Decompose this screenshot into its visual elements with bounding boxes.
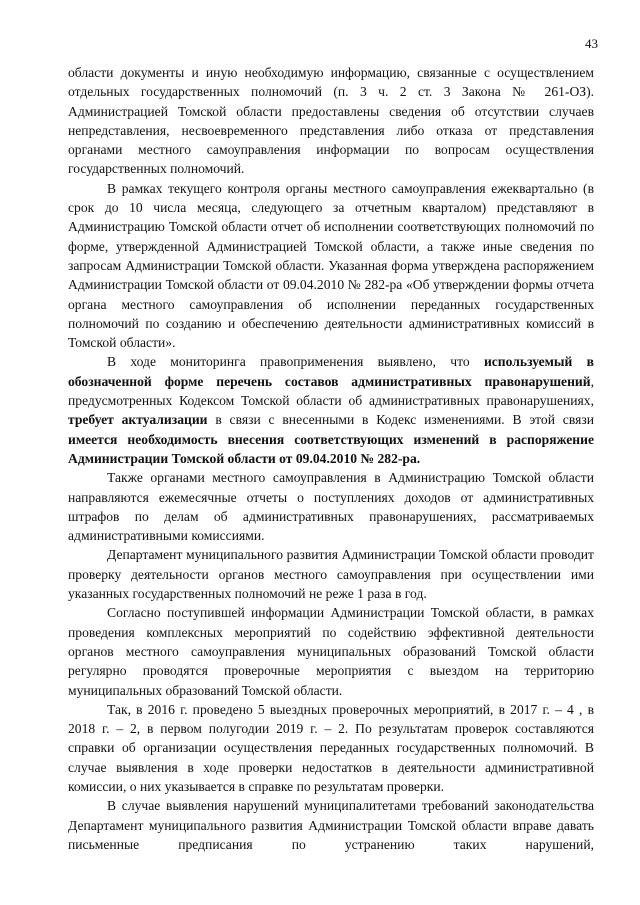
text-run: Также органами местного самоуправления в Администрацию Томской области направляются ежемесячные отчеты о поступлениях доходов от административных штрафов по делам об административных правонарушениях, рассматриваемых административными комиссиями.: [68, 470, 594, 544]
bold-text-run: имеется необходимость внесения соответствующих изменений в распоряжение Администрации Томской области от 09.04.2010 № 282-ра.: [68, 431, 594, 466]
paragraph: [68, 796, 594, 854]
text-run: , предусмотренных Кодексом Томской области об административных правонарушениях,: [68, 373, 594, 409]
bold-text-run: требует актуализации: [68, 412, 208, 428]
text-run: Согласно поступившей информации Администрации Томской области, в рамках проведения комплексных мероприятий по содействию эффективной деятельности органов местного самоуправления муниципальных образований Томской области регулярно проводятся проверочные мероприятия с выездом на территорию муниципальных образований Томской области.: [68, 605, 594, 698]
bold-text-run: используемый в обозначенной форме перечень составов административных правонарушений: [68, 354, 594, 389]
paragraph: [68, 352, 594, 468]
text-run: области документы и иную необходимую информацию, связанные с осуществлением отдельных государственных полномочий (п. 3 ч. 2 ст. 3 Закона № 261-ОЗ). Администрацией Томской области предоставлены сведения об отсутствии случаев непредставления, несвоевременного представления либо отказа от представления органами местного самоуправления информации по вопросам осуществления государственных полномочий.: [68, 65, 594, 177]
text-run: В случае выявления нарушений муниципалитетами требований законодательства Департамент муниципального развития Администрации Томской области вправе давать письменные предписания по устранению таких нарушений,: [68, 798, 594, 852]
text-run: в связи с внесенными в Кодекс изменениями. В этой связи: [207, 412, 594, 428]
paragraph: [68, 603, 594, 699]
text-run: Департамент муниципального развития Администрации Томской области проводит проверку деятельности органов местного самоуправления при осуществлении ими указанных государственных полномочий не реже 1 раза в год.: [68, 547, 594, 602]
text-run: Так, в 2016 г. проведено 5 выездных проверочных мероприятий, в 2017 г. – 4 , в 2018 г. – 2, в первом полугодии 2019 г. – 2. По результатам проверок составляются справки об организации осуществления переданных государственных полномочий. В случае выявления в ходе проверки недостатков в деятельности административной комиссии, о них указывается в справке по результатам проверки.: [68, 701, 594, 794]
document-body: [68, 63, 594, 854]
paragraph: [68, 700, 594, 796]
paragraph: [68, 468, 594, 545]
text-run: В ходе мониторинга правоприменения выявлено, что: [107, 354, 484, 370]
page-number: 43: [585, 36, 598, 51]
paragraph: [68, 179, 594, 353]
paragraph: [68, 545, 594, 603]
paragraph: [68, 63, 594, 179]
text-run: В рамках текущего контроля органы местного самоуправления ежеквартально (в срок до 10 числа месяца, следующего за отчетным кварталом) представляют в Администрацию Томской области отчет об исполнении соответствующих полномочий по форме, утвержденной Администрацией Томской области, а также иные сведения по запросам Администрации Томской области. Указанная форма утверждена распоряжением Администрации Томской области от 09.04.2010 № 282-ра «Об утверждении формы отчета органа местного самоуправления об исполнении переданных государственных полномочий по созданию и обеспечению деятельности административных комиссий в Томской области».: [68, 180, 594, 351]
